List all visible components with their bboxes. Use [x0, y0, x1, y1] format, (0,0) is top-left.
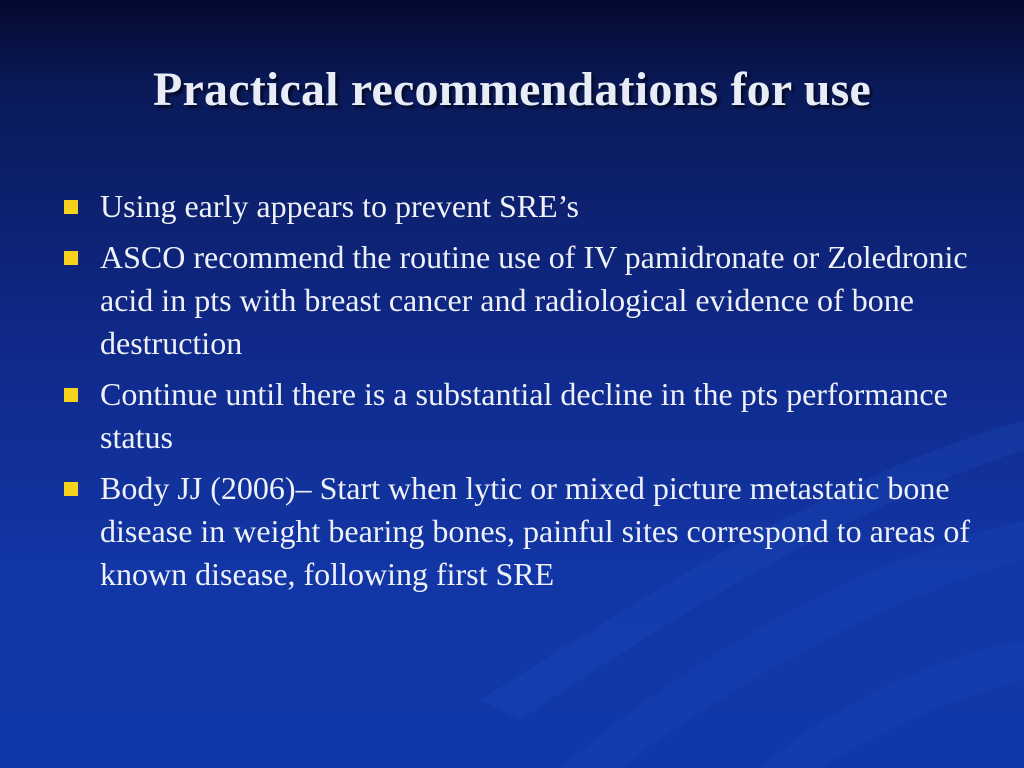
- list-item: [64, 236, 974, 365]
- square-bullet-icon: [64, 388, 78, 402]
- square-bullet-icon: [64, 482, 78, 496]
- list-item: [64, 373, 974, 459]
- slide-title: Practical recommendations for use: [153, 63, 871, 116]
- square-bullet-icon: [64, 251, 78, 265]
- bullet-text: Body JJ (2006)– Start when lytic or mixed picture metastatic bone disease in weight bearing bones, painful sites correspond to areas of known disease, following first SRE: [100, 470, 970, 592]
- bullet-text: Continue until there is a substantial decline in the pts performance status: [100, 376, 948, 455]
- bullet-text: ASCO recommend the routine use of IV pamidronate or Zoledronic acid in pts with breast cancer and radiological evidence of bone destruction: [100, 239, 968, 361]
- list-item: [64, 467, 974, 596]
- bullet-text: Using early appears to prevent SRE’s: [100, 188, 579, 224]
- square-bullet-icon: [64, 200, 78, 214]
- bullet-list: [64, 185, 974, 604]
- list-item: [64, 185, 974, 228]
